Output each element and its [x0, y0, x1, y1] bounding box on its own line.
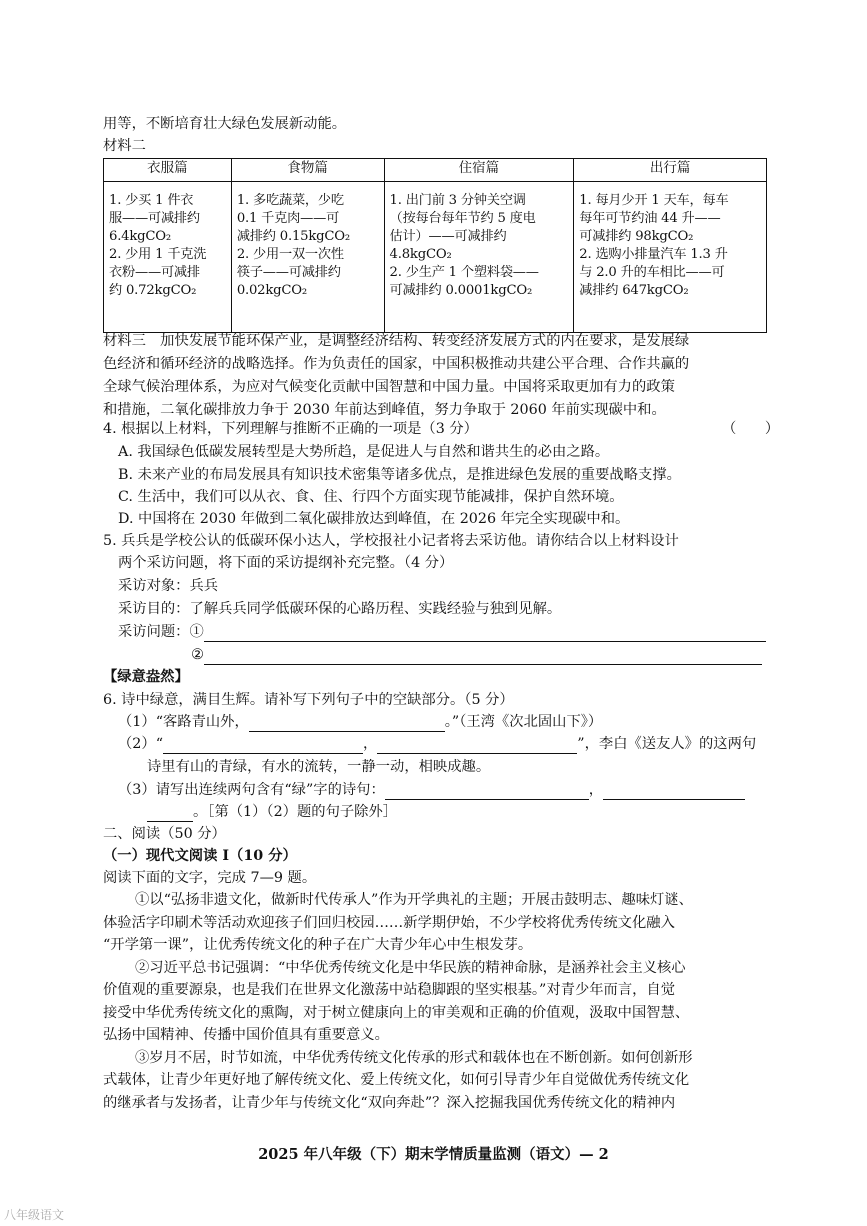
cell-line: 衣粉——可减排	[109, 265, 200, 280]
header-housing: 住宿篇	[384, 159, 574, 182]
q4-option-b[interactable]: B. 未来产业的布局发展具有知识技术密集等诸多优点，是推进绿色发展的重要战略支撑。	[118, 467, 681, 483]
passage-line: 价值观的重要源泉，也是我们在世界文化激荡中站稳脚跟的坚实根基。”对青少年而言，自觉	[103, 982, 676, 998]
page-footer: 2025 年八年级（下）期末学情质量监测（语文）— 2	[258, 1146, 609, 1163]
q6-part2-start: （2）“	[118, 736, 163, 752]
cell-line: 2. 少生产 1 个塑料袋——	[389, 265, 539, 280]
green-heading: 【绿意盎然】	[103, 669, 189, 685]
cell-line: 约 0.72kgCO₂	[109, 283, 197, 298]
header-clothing: 衣服篇	[104, 159, 232, 182]
cell-line: 2. 选购小排量汽车 1.3 升	[579, 247, 728, 262]
answer-blank[interactable]	[377, 738, 577, 754]
cell-line: 1. 多吃蔬菜，少吃	[236, 193, 344, 208]
cell-line: 与 2.0 升的车相比——可	[579, 265, 725, 280]
top-line: 用等，不断培育壮大绿色发展新动能。	[103, 116, 347, 132]
passage-line: ③岁月不居，时节如流，中华优秀传统文化传承的形式和载体也在不断创新。如何创新形	[135, 1050, 693, 1066]
watermark-label: 八年级语文	[4, 1208, 65, 1222]
material3-line: 材料三 加快发展节能环保产业，是调整经济结构、转变经济发展方式的内在要求，是发展绿	[103, 333, 690, 349]
q6-part2-line2: 诗里有山的青绿，有水的流转，一静一动，相映成趣。	[147, 759, 491, 775]
answer-blank[interactable]	[147, 806, 193, 822]
q4-option-a[interactable]: A. 我国绿色低碳发展转型是大势所趋，是促进人与自然和谐共生的必由之路。	[118, 444, 610, 460]
cell-line: 0.1 千克肉——可	[236, 211, 340, 226]
section-reading: 二、阅读（50 分）	[103, 826, 226, 842]
material2-table	[103, 158, 767, 333]
cell-line: 2. 少用一双一次性	[236, 247, 344, 262]
answer-blank[interactable]	[385, 784, 589, 800]
material3-line: 和措施，二氧化碳排放力争于 2030 年前达到峰值，努力争取于 2060 年前实现碳中和。	[103, 402, 666, 418]
cell-line: 1. 少买 1 件衣	[109, 193, 194, 208]
cell-clothing	[104, 182, 232, 333]
q5-purpose: 采访目的：了解兵兵同学低碳环保的心路历程、实践经验与独到见解。	[118, 601, 562, 617]
q4-option-d[interactable]: D. 中国将在 2030 年做到二氧化碳排放达到峰值，在 2026 年完全实现碳中和。	[118, 511, 630, 527]
q5-question-label: 采访问题：①	[118, 624, 204, 640]
q6-part3-mid: ，	[588, 782, 604, 798]
header-travel: 出行篇	[574, 159, 767, 182]
cell-line: （按每台每年节约 5 度电	[389, 211, 536, 226]
passage-line: 式载体，让青少年更好地了解传统文化、爱上传统文化，如何引导青少年自觉做优秀传统文化	[103, 1072, 690, 1088]
q6-part2	[118, 734, 756, 754]
passage-line: “开学第一课”，让优秀传统文化的种子在广大青少年心中生根发芽。	[103, 937, 533, 953]
cell-line: 0.02kgCO₂	[236, 283, 307, 298]
q5-question-1	[118, 622, 766, 642]
cell-line: 每年可节约油 44 升——	[579, 211, 721, 226]
q6-part3-start: （3）请写出连续两句含有“绿”字的诗句：	[118, 782, 385, 798]
cell-food	[231, 182, 384, 333]
cell-line: 可减排约 0.0001kgCO₂	[389, 283, 533, 298]
q4-option-c[interactable]: C. 生活中，我们可以从衣、食、住、行四个方面实现节能减排，保护自然环境。	[118, 489, 624, 505]
q5-stem: 5. 兵兵是学校公认的低碳环保小达人，学校报社小记者将去采访他。请你结合以上材料设计	[103, 533, 679, 549]
cell-housing	[384, 182, 574, 333]
cell-line: 1. 出门前 3 分钟关空调	[389, 193, 526, 208]
q5-question-marker: ②	[191, 647, 204, 663]
q6-stem: 6. 诗中绿意，满目生辉。请补写下列句子中的空缺部分。（5 分）	[103, 692, 514, 708]
material2-label: 材料二	[103, 138, 146, 154]
cell-line: 减排约 0.15kgCO₂	[236, 229, 350, 244]
q6-part1-end: 。”（王湾《次北固山下》）	[444, 714, 603, 730]
passage-line: 接受中华优秀传统文化的熏陶，对于树立健康向上的审美观和正确的价值观，汲取中国智慧、	[103, 1005, 690, 1021]
passage-line: ②习近平总书记强调：“中华优秀传统文化是中华民族的精神命脉，是涵养社会主义核心	[135, 960, 686, 976]
q5-object: 采访对象：兵兵	[118, 578, 219, 594]
answer-blank[interactable]	[163, 738, 363, 754]
passage-line: ①以“弘扬非遗文化，做新时代传承人”作为开学典礼的主题；开展击鼓明志、趣味灯谜、	[135, 892, 693, 908]
cell-line: 减排约 647kgCO₂	[579, 283, 689, 298]
cell-line: 估计）——可减排约	[389, 229, 507, 244]
reading-instruction: 阅读下面的文字，完成 7—9 题。	[103, 870, 317, 886]
material3-line: 色经济和循环经济的战略选择。作为负责任的国家，中国积极推动共建公平合理、合作共赢的	[103, 356, 690, 372]
q6-part1	[118, 712, 602, 732]
q6-part3	[118, 780, 745, 800]
q6-part3-end: 。［第（1）（2）题的句子除外］	[193, 804, 398, 820]
cell-line: 6.4kgCO₂	[109, 229, 171, 244]
answer-blank[interactable]	[249, 716, 445, 732]
q4-answer-paren[interactable]: （ ）	[722, 421, 780, 437]
q5-stem-cont: 两个采访问题，将下面的采访提纲补充完整。（4 分）	[118, 555, 454, 571]
q6-part3-line2	[147, 802, 397, 822]
answer-blank[interactable]	[204, 626, 766, 642]
answer-blank[interactable]	[204, 649, 762, 665]
q6-part1-start: （1）“客路青山外，	[118, 714, 249, 730]
subsection-modern-reading: （一）现代文阅读 Ⅰ（10 分）	[103, 848, 297, 864]
answer-blank[interactable]	[603, 784, 745, 800]
cell-line: 2. 少用 1 千克洗	[109, 247, 207, 262]
header-food: 食物篇	[231, 159, 384, 182]
passage-line: 弘扬中国精神、传播中国价值具有重要意义。	[103, 1027, 389, 1043]
q6-part2-mid: ，	[363, 736, 378, 752]
q6-part2-end: ”，李白《送友人》的这两句	[577, 736, 757, 752]
cell-travel	[574, 182, 767, 333]
cell-line: 可减排约 98kgCO₂	[579, 229, 694, 244]
passage-line: 的继承者与发扬者，让青少年与传统文化“双向奔赴”？深入挖掘我国优秀传统文化的精神内	[103, 1095, 676, 1111]
cell-line: 4.8kgCO₂	[389, 247, 452, 262]
passage-line: 体验活字印刷术等活动欢迎孩子们回归校园……新学期伊始，不少学校将优秀传统文化融入	[103, 915, 675, 931]
material3-line: 全球气候治理体系，为应对气候变化贡献中国智慧和中国力量。中国将采取更加有力的政策	[103, 379, 675, 395]
cell-line: 筷子——可减排约	[236, 265, 341, 280]
cell-line: 1. 每月少开 1 天车，每车	[579, 193, 729, 208]
q5-question-2	[191, 645, 762, 665]
cell-line: 服——可减排约	[109, 211, 200, 226]
q4-stem: 4. 根据以上材料，下列理解与推断不正确的一项是（3 分）	[103, 421, 478, 437]
